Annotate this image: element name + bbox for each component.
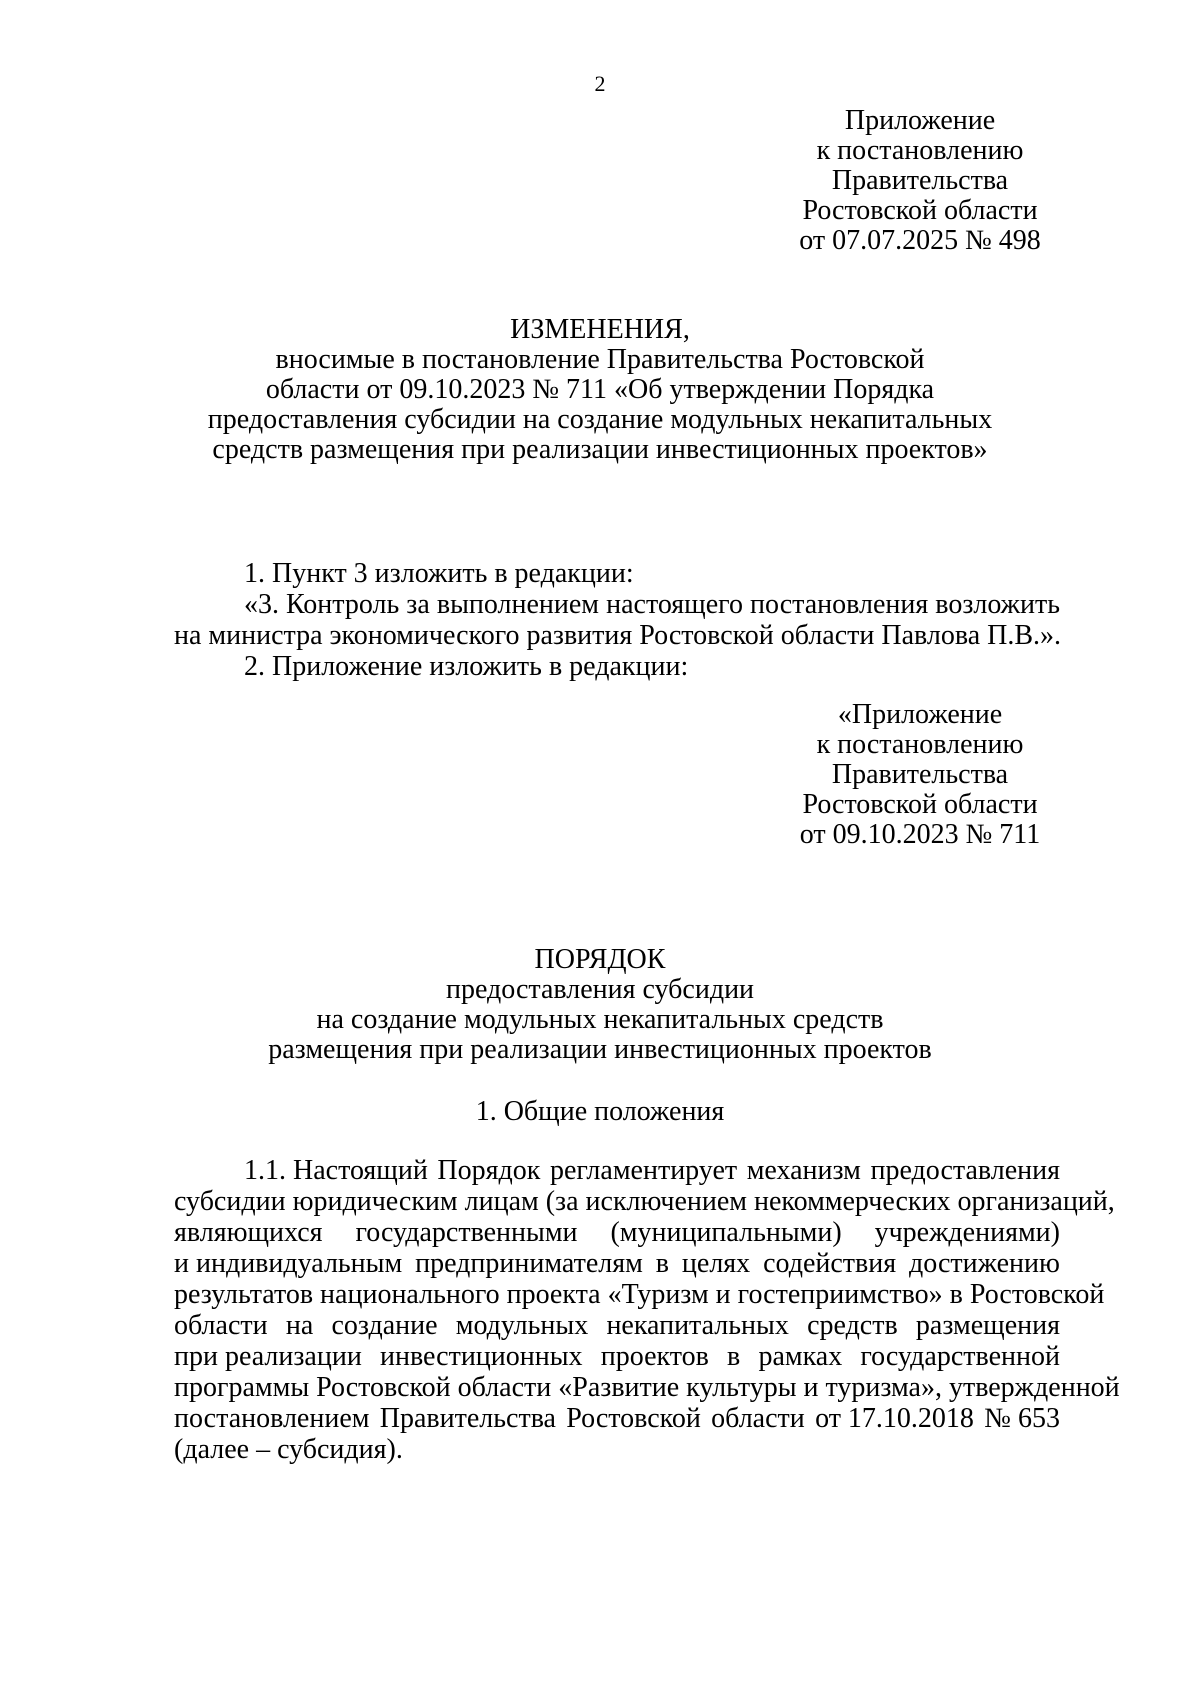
item-1-quote-line-2: на министра экономического развития Ростовской области Павлова П.В.». — [174, 620, 1062, 651]
word: при реализации — [174, 1341, 362, 1372]
appendix-quoted-line: Ростовской области — [802, 789, 1038, 820]
word: постановления — [750, 589, 929, 620]
changes-title — [140, 315, 1060, 465]
word: модульных — [455, 1310, 589, 1341]
word: возложить — [935, 589, 1060, 620]
paragraph-last-line: (далее – субсидия). — [174, 1434, 403, 1465]
word: «3. Контроль — [244, 589, 400, 620]
word: в — [655, 1248, 669, 1279]
paragraph-line — [174, 1155, 1060, 1186]
word: проектов — [600, 1341, 709, 1372]
order-title-line: размещения при реализации инвестиционных проектов — [268, 1034, 932, 1065]
word: Порядок — [437, 1155, 541, 1186]
paragraph-line: субсидии юридическим лицам (за исключением некоммерческих организаций, — [174, 1186, 1115, 1217]
word: рамках — [758, 1341, 843, 1372]
word: выполнением — [436, 589, 600, 620]
order-title-line: предоставления субсидии — [445, 974, 755, 1005]
word: целях — [681, 1248, 751, 1279]
word: учреждениями) — [874, 1217, 1060, 1248]
appendix-header-line: Приложение — [844, 105, 996, 136]
section-1-paragraph — [174, 1155, 1120, 1465]
word: 1.1. Настоящий — [244, 1155, 428, 1186]
word: государственными — [355, 1217, 578, 1248]
item-2-text: 2. Приложение изложить в редакции: — [244, 651, 689, 682]
changes-heading: ИЗМЕНЕНИЯ, — [510, 314, 690, 345]
page-number: 2 — [594, 71, 606, 96]
word: инвестиционных — [380, 1341, 583, 1372]
word: (муниципальными) — [610, 1217, 842, 1248]
word: размещения — [915, 1310, 1060, 1341]
word: от 17.10.2018 — [815, 1403, 974, 1434]
order-title — [140, 945, 1060, 1065]
appendix-quoted-line: Правительства — [831, 759, 1009, 790]
word: государственной — [860, 1341, 1060, 1372]
order-title-line: на создание модульных некапитальных средств — [316, 1004, 884, 1035]
appendix-header-line: Правительства — [831, 165, 1009, 196]
paragraph-line: результатов национального проекта «Туризм и гостеприимство» в Ростовской — [174, 1279, 1105, 1310]
word: Правительства — [379, 1403, 556, 1434]
word: области — [711, 1403, 805, 1434]
word: в — [727, 1341, 741, 1372]
word: регламентирует — [549, 1155, 738, 1186]
appendix-header-line: от 07.07.2025 № 498 — [799, 225, 1041, 256]
paragraph-line — [174, 1403, 1060, 1434]
word: предоставления — [870, 1155, 1060, 1186]
item-1-quote-line-1 — [174, 589, 1060, 620]
section-1-heading — [140, 1097, 1060, 1127]
word: достижению — [909, 1248, 1060, 1279]
paragraph-line — [174, 1310, 1060, 1341]
appendix-header-line: к постановлению — [816, 135, 1024, 166]
changes-title-line: предоставления субсидии на создание модульных некапитальных — [207, 404, 993, 435]
paragraph-line — [174, 1248, 1060, 1279]
word: на — [285, 1310, 314, 1341]
word: и индивидуальным — [174, 1248, 403, 1279]
changes-title-line: вносимые в постановление Правительства Ростовской — [275, 344, 925, 375]
word: области — [174, 1310, 268, 1341]
paragraph-line — [174, 1217, 1060, 1248]
paragraph-line — [174, 1341, 1060, 1372]
word: № 653 — [984, 1403, 1060, 1434]
word: Ростовской — [566, 1403, 701, 1434]
amendment-items — [174, 558, 1060, 682]
section-1-title: 1. Общие положения — [475, 1096, 725, 1127]
word: механизм — [746, 1155, 861, 1186]
changes-title-line: области от 09.10.2023 № 711 «Об утверждении Порядка — [265, 374, 935, 405]
word: за — [406, 589, 430, 620]
appendix-quoted-line: «Приложение — [837, 699, 1003, 730]
appendix-quoted — [770, 700, 1070, 850]
appendix-header-line: Ростовской области — [802, 195, 1038, 226]
word: постановлением — [174, 1403, 370, 1434]
appendix-quoted-line: от 09.10.2023 № 711 — [799, 819, 1041, 850]
word: предпринимателям — [415, 1248, 643, 1279]
word: средств — [807, 1310, 898, 1341]
order-heading: ПОРЯДОК — [534, 944, 666, 975]
word: содействия — [763, 1248, 897, 1279]
word: некапитальных — [606, 1310, 789, 1341]
paragraph-line: программы Ростовской области «Развитие культуры и туризма», утвержденной — [174, 1372, 1120, 1403]
word: создание — [331, 1310, 438, 1341]
appendix-quoted-line: к постановлению — [816, 729, 1024, 760]
word: настоящего — [606, 589, 743, 620]
appendix-header — [770, 106, 1070, 256]
changes-title-line: средств размещения при реализации инвестиционных проектов» — [212, 434, 988, 465]
item-1-text: 1. Пункт 3 изложить в редакции: — [244, 558, 634, 589]
word: являющихся — [174, 1217, 323, 1248]
